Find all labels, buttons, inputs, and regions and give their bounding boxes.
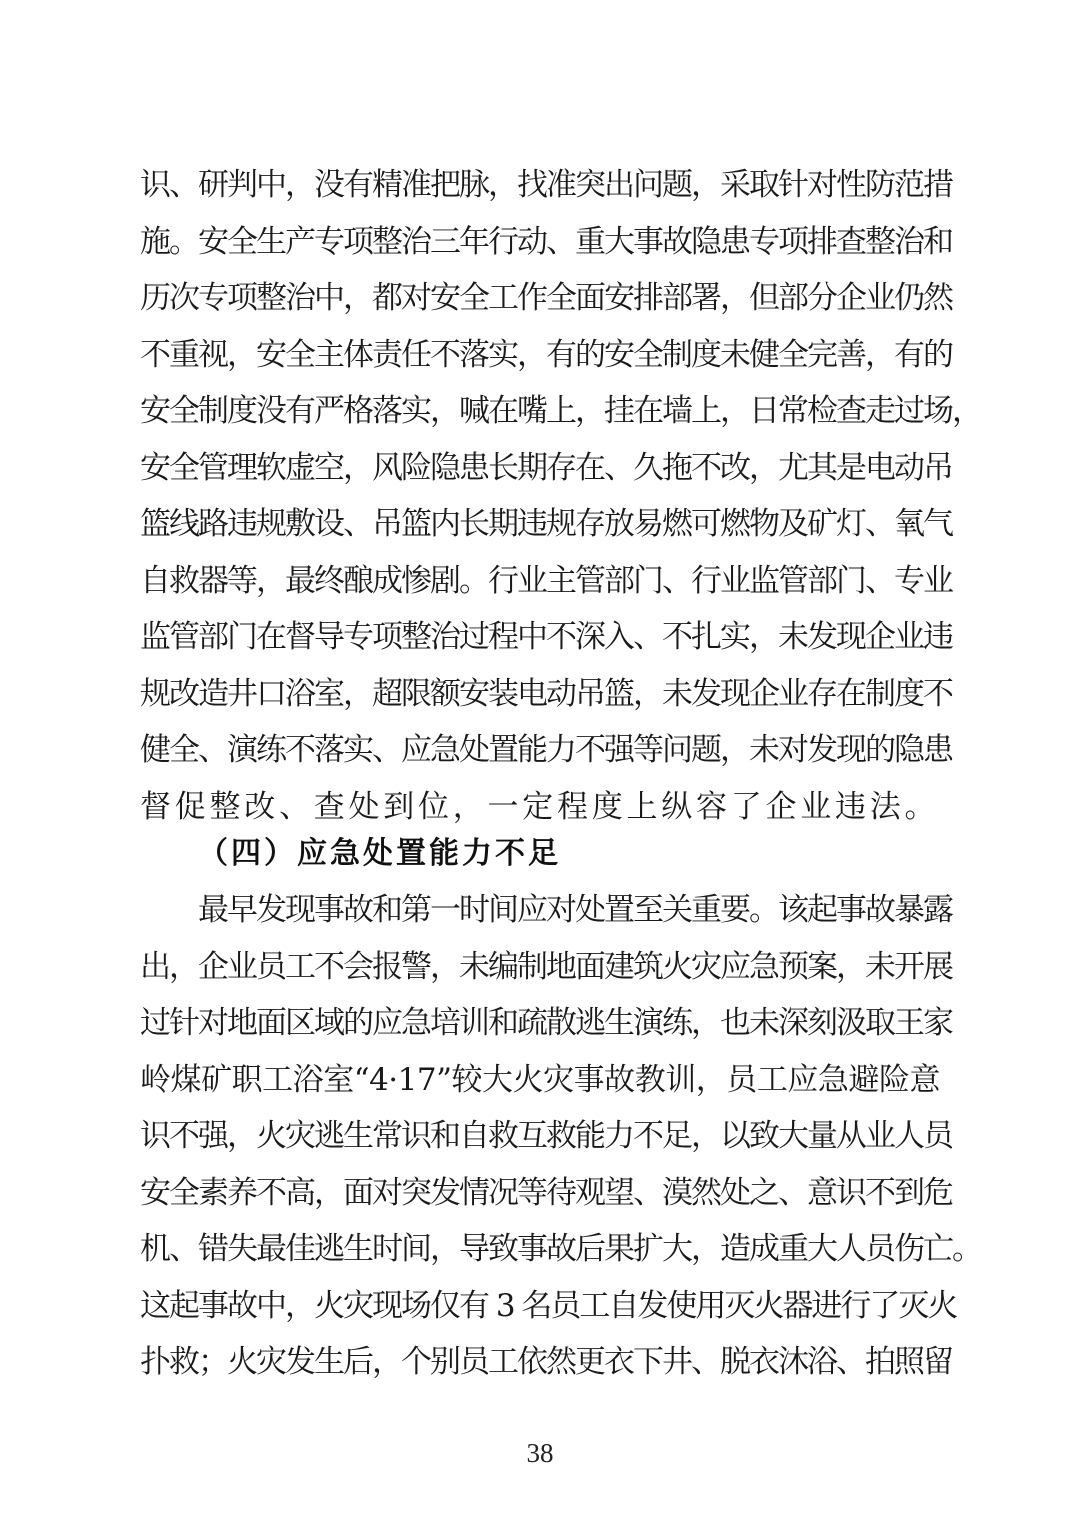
paragraph-1-line: 健全、演练不落实、应急处置能力不强等问题，未对发现的隐患 [140,732,952,768]
paragraph-1-line: 督促整改、查处到位，一定程度上纵容了企业违法。 [140,788,940,825]
paragraph-2-line: 识不强，火灾逃生常识和自救互救能力不足，以致大量从业人员 [140,1118,952,1154]
paragraph-1-line: 施。安全生产专项整治三年行动、重大事故隐患专项排查整治和 [140,223,952,260]
paragraph-2-line: 这起事故中，火灾现场仅有 3 名员工自发使用灭火器进行了灭火 [140,1287,957,1324]
paragraph-2-line: 过针对地面区域的应急培训和疏散逃生演练，也未深刻汲取王家 [140,1005,952,1041]
page-number: 38 [526,1438,554,1468]
section-heading: （四）应急处置能力不足 [198,836,561,871]
paragraph-1-line: 自救器等，最终酿成惨剧。行业主管部门、行业监管部门、专业 [140,562,952,599]
paragraph-1-line: 不重视，安全主体责任不落实，有的安全制度未健全完善，有的 [140,336,952,373]
paragraph-1-line: 识、研判中，没有精准把脉，找准突出问题，采取针对性防范措 [140,167,952,203]
paragraph-2-line: 岭煤矿职工浴室“4·17”较大火灾事故教训，员工应急避险意 [140,1061,940,1098]
paragraph-2-line: 扑救；火灾发生后，个别员工依然更衣下井、脱衣沐浴、拍照留 [140,1344,952,1380]
paragraph-1-line: 历次专项整治中，都对安全工作全面安排部署，但部分企业仍然 [140,280,952,316]
paragraph-1-line: 规改造井口浴室，超限额安装电动吊篮，未发现企业存在制度不 [140,675,952,712]
paragraph-1-line: 监管部门在督导专项整治过程中不深入、不扎实，未发现企业违 [140,619,952,655]
paragraph-2-line: 安全素养不高，面对突发情况等待观望、漠然处之、意识不到危 [140,1174,952,1211]
paragraph-1-line: 篮线路违规敷设、吊篮内长期违规存放易燃可燃物及矿灯、氧气 [140,506,952,542]
paragraph-1-line: 安全制度没有严格落实，喊在嘴上，挂在墙上，日常检查走过场， [140,393,981,429]
paragraph-2 [140,882,981,1391]
paragraph-1-line: 安全管理软虚空，风险隐患长期存在、久拖不改，尤其是电动吊 [140,449,952,486]
paragraph-1 [140,157,981,835]
paragraph-2-line: 机、错失最佳逃生时间，导致事故后果扩大，造成重大人员伤亡。 [140,1231,981,1267]
paragraph-2-line: 出，企业员工不会报警，未编制地面建筑火灾应急预案，未开展 [140,948,952,985]
paragraph-2-line: 最早发现事故和第一时间应对处置至关重要。该起事故暴露 [140,892,952,928]
